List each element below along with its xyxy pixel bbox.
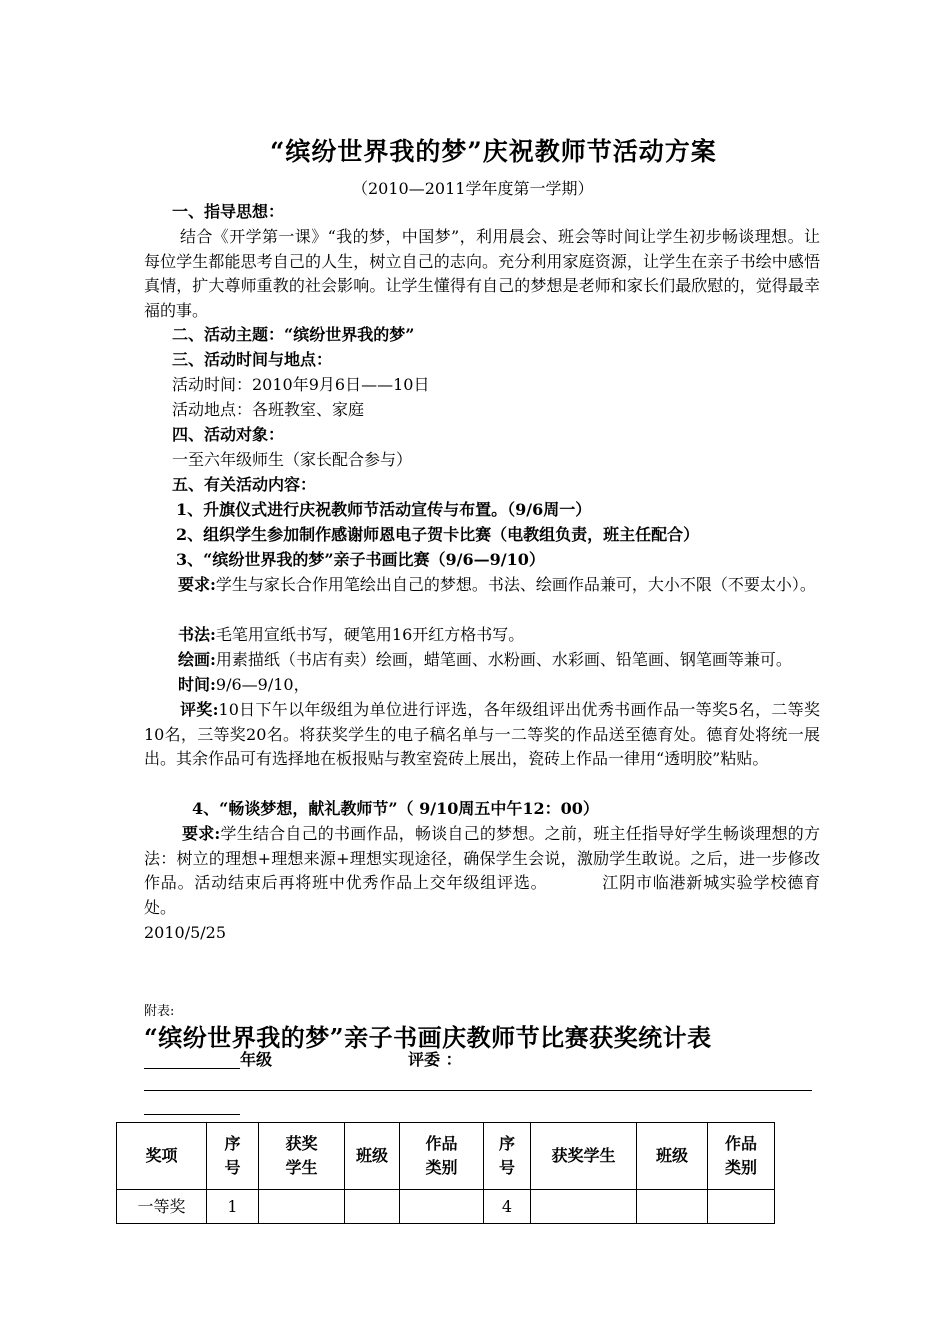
requirement-2-paragraph — [144, 822, 820, 920]
section-3-heading: 三、活动时间与地点： — [172, 350, 333, 369]
content-item-1: 1、升旗仪式进行庆祝教师节活动宣传与布置。（9/6周一） — [176, 500, 592, 519]
judge-label: 评委 ： — [408, 1050, 462, 1069]
content-item-2: 2、组织学生参加制作感谢师恩电子贺卡比赛（电教组负责，班主任配合） — [176, 525, 700, 544]
header-student-2: 获奖学生 — [531, 1123, 637, 1190]
appendix-label: 附表: — [144, 1004, 175, 1019]
activity-participants: 一至六年级师生（家长配合参与） — [172, 450, 413, 469]
judging-paragraph — [144, 698, 820, 772]
award-table — [116, 1122, 775, 1224]
section-2-heading: 二、活动主题：“缤纷世界我的梦” — [172, 325, 415, 344]
header-number-2: 序号 — [484, 1123, 531, 1190]
header-category: 作品类别 — [400, 1123, 484, 1190]
cell-number-2: 4 — [484, 1190, 531, 1224]
cell-number: 1 — [207, 1190, 259, 1224]
painting-text: 用素描纸（书店有卖）绘画，蜡笔画、水粉画、水彩画、铅笔画、钢笔画等兼可。 — [215, 650, 792, 669]
painting-line — [178, 648, 792, 672]
header-category-2: 作品类别 — [708, 1123, 775, 1190]
cell-class — [345, 1190, 400, 1224]
judge-blank-line — [144, 1090, 812, 1091]
grade-blank-line — [144, 1068, 240, 1069]
appendix-title: “缤纷世界我的梦”亲子书画庆教师节比赛获奖统计表 — [144, 1023, 712, 1052]
judge-blank-line-2 — [144, 1114, 240, 1115]
time-label: 时间: — [178, 675, 216, 694]
header-award: 奖项 — [117, 1123, 207, 1190]
header-class: 班级 — [345, 1123, 400, 1190]
section-1-text: 结合《开学第一课》“我的梦，中国梦”，利用晨会、班会等时间让学生初步畅谈理想。让每位学生都能思考自己的人生，树立自己的志向。充分利用家庭资源，让学生在亲子书绘中感悟真情，扩大尊师重教的社会影响。让学生懂得有自己的梦想是老师和家长们最欣慰的，觉得最幸福的事。 — [144, 227, 820, 320]
document-date: 2010/5/25 — [144, 923, 227, 942]
requirement-label: 要求: — [178, 575, 216, 594]
activity-place: 活动地点：各班教室、家庭 — [172, 400, 365, 419]
calligraphy-line — [178, 623, 524, 647]
content-item-4: 4、“畅谈梦想，献礼教师节”（ 9/10周五中午12：00） — [192, 799, 599, 818]
header-class-2: 班级 — [637, 1123, 708, 1190]
requirement-paragraph — [144, 573, 820, 598]
table-row — [117, 1190, 775, 1224]
activity-time: 活动时间：2010年9月6日——10日 — [172, 375, 430, 394]
judging-text: 10日下午以年级组为单位进行评选，各年级组评出优秀书画作品一等奖5名，二等奖10名，三等奖20名。将获奖学生的电子稿名单与一二等奖的作品送至德育处。德育处将统一展出。其余作品可有选择地在板报贴与教室瓷砖上展出，瓷砖上作品一律用“透明胶”粘贴。 — [144, 700, 820, 768]
requirement-2-text: 学生结合自己的书画作品，畅谈自己的梦想。之前，班主任指导好学生畅谈理想的方法：树立的理想+理想来源+理想实现途径，确保学生会说，激励学生敢说。之后，进一步修改作品。活动结束后再将班中优秀作品上交年级组评选。 — [144, 824, 820, 892]
cell-category — [400, 1190, 484, 1224]
section-5-heading: 五、有关活动内容： — [172, 475, 317, 494]
time-line — [178, 673, 310, 697]
cell-category-2 — [708, 1190, 775, 1224]
table-header-row — [117, 1123, 775, 1190]
calligraphy-label: 书法: — [178, 625, 216, 644]
header-student: 获奖学生 — [259, 1123, 345, 1190]
requirement-text: 学生与家长合作用笔绘出自己的梦想。书法、绘画作品兼可，大小不限（不要太小）。 — [215, 575, 816, 594]
document-subtitle: （2010—2011学年度第一学期） — [352, 179, 594, 198]
judging-label: 评奖: — [180, 700, 219, 719]
cell-award: 一等奖 — [117, 1190, 207, 1224]
content-item-3: 3、“缤纷世界我的梦”亲子书画比赛（9/6—9/10） — [176, 550, 545, 569]
section-4-heading: 四、活动对象： — [172, 425, 285, 444]
school-signature: 江阴市临港新城实验学校德育处。 — [144, 873, 820, 917]
cell-student — [259, 1190, 345, 1224]
header-number: 序号 — [207, 1123, 259, 1190]
document-title: “缤纷世界我的梦”庆祝教师节活动方案 — [270, 137, 717, 166]
calligraphy-text: 毛笔用宣纸书写，硬笔用16开红方格书写。 — [215, 625, 525, 644]
requirement-2-label: 要求: — [182, 824, 221, 843]
cell-class-2 — [637, 1190, 708, 1224]
painting-label: 绘画: — [178, 650, 216, 669]
time-text: 9/6—9/10， — [215, 675, 310, 694]
section-1-heading: 一、指导思想： — [172, 202, 285, 221]
grade-label: 年级 — [240, 1050, 273, 1069]
cell-student-2 — [531, 1190, 637, 1224]
section-1-paragraph — [144, 225, 820, 323]
